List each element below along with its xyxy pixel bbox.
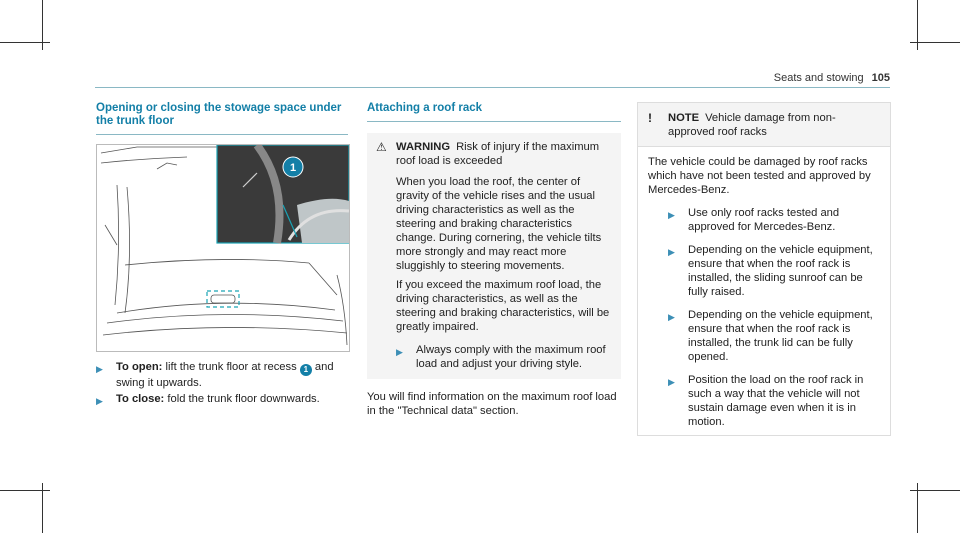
trunk-floor-illustration bbox=[96, 144, 350, 352]
step-close: ▶ To close: fold the trunk floor downwards. bbox=[96, 393, 320, 406]
arrow-icon: ▶ bbox=[668, 312, 675, 322]
arrow-icon: ▶ bbox=[668, 377, 675, 387]
section-rule bbox=[367, 121, 621, 122]
warning-box bbox=[367, 133, 621, 379]
step-open: ▶ To open: lift the trunk floor at recess 1 and swing it upwards. bbox=[96, 361, 334, 389]
column-stowage bbox=[96, 102, 348, 408]
exclamation-icon: ! bbox=[648, 111, 652, 125]
figure-callout: 1 bbox=[289, 162, 297, 174]
note-bullet: ▶ Depending on the vehicle equipment, ensure that when the roof rack is installed, the trunk lid can be fully opened. bbox=[668, 309, 873, 363]
warning-bullet: ▶ Always comply with the maximum roof load and adjust your driving style. bbox=[396, 344, 606, 370]
column-note bbox=[637, 102, 891, 436]
arrow-icon: ▶ bbox=[96, 364, 103, 374]
section-title-stowage: Opening or closing the stowage space under the trunk floor bbox=[96, 102, 342, 127]
warning-paragraph: When you load the roof, the center of gravity of the vehicle rises and the usual driving characteristics as well as the steering and braking characteristics change. During cornering, the vehicle tilts more strongly and may react more sluggishly to steering movements. bbox=[396, 176, 602, 272]
arrow-icon: ▶ bbox=[668, 210, 675, 220]
crop-mark bbox=[0, 42, 50, 43]
crop-mark bbox=[910, 490, 960, 491]
warning-header: ⚠ WARNING Risk of injury if the maximum roof load is exceeded bbox=[376, 140, 600, 167]
crop-mark bbox=[0, 490, 50, 491]
arrow-icon: ▶ bbox=[96, 396, 103, 406]
note-bullet: ▶ Position the load on the roof rack in such a way that the vehicle will not sustain damage even when it is in motion. bbox=[668, 374, 864, 428]
crop-mark bbox=[910, 42, 960, 43]
note-bullet: ▶ Use only roof racks tested and approved for Mercedes-Benz. bbox=[668, 207, 840, 233]
arrow-icon: ▶ bbox=[396, 347, 403, 357]
roof-load-reference: You will find information on the maximum roof load in the "Technical data" section. bbox=[367, 391, 617, 417]
note-bullet: ▶ Depending on the vehicle equipment, ensure that when the roof rack is installed, the sliding sunroof can be fully raised. bbox=[668, 244, 873, 298]
section-title-roof-rack: Attaching a roof rack bbox=[367, 102, 483, 114]
callout-1-icon: 1 bbox=[300, 364, 312, 376]
column-roof-rack bbox=[367, 102, 621, 423]
arrow-icon: ▶ bbox=[668, 247, 675, 257]
header-rule bbox=[95, 87, 890, 88]
page-number: 105 bbox=[871, 72, 890, 84]
warning-paragraph: If you exceed the maximum roof load, the driving characteristics, as well as the steering and braking characteristics, will be greatly impaired. bbox=[396, 279, 610, 333]
trunk-drawing bbox=[97, 145, 349, 351]
warning-triangle-icon: ⚠ bbox=[376, 140, 387, 154]
section-rule bbox=[96, 134, 348, 135]
note-intro: The vehicle could be damaged by roof racks which have not been tested and approved by Mercedes-Benz. bbox=[648, 156, 871, 196]
note-box bbox=[637, 102, 891, 436]
running-head-title: Seats and stowing bbox=[773, 72, 864, 84]
note-header: ! NOTE Vehicle damage from non-approved roof racks bbox=[638, 103, 890, 147]
running-head bbox=[774, 72, 890, 84]
